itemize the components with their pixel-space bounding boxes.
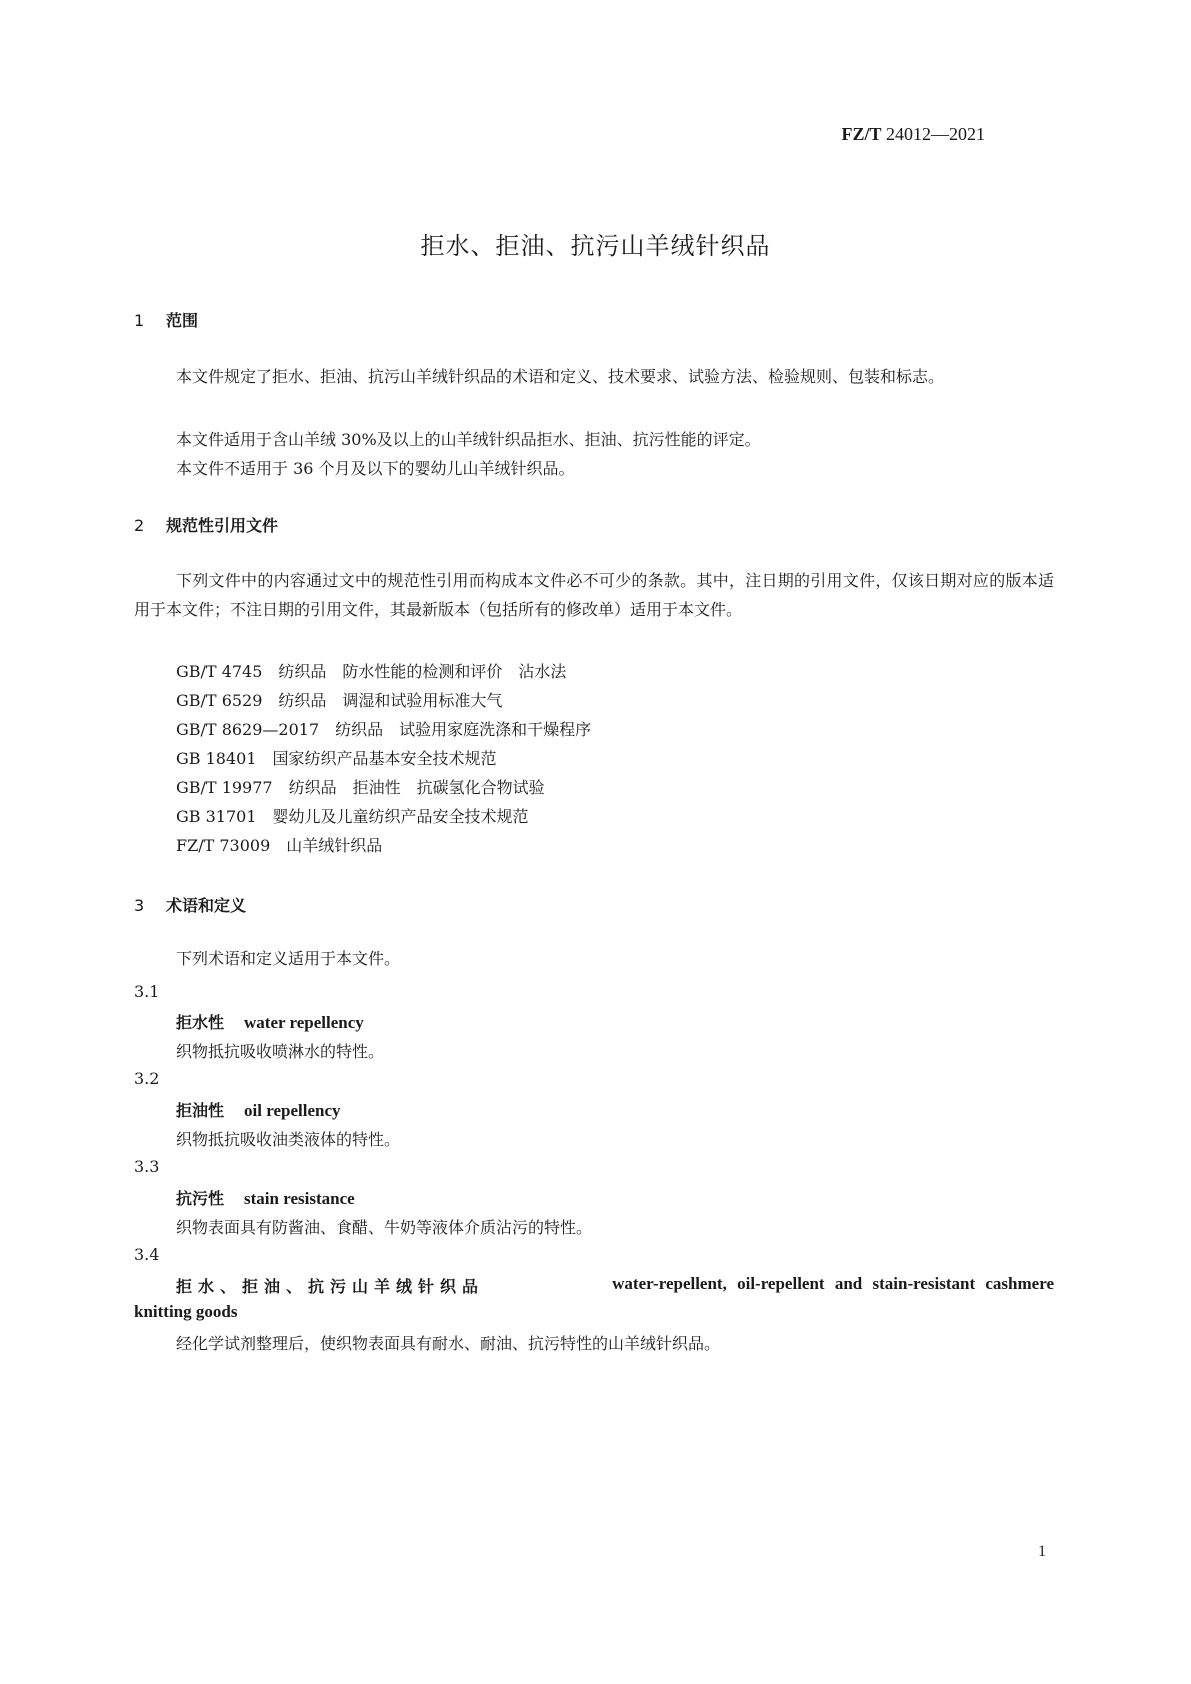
section-title: 术语和定义: [166, 896, 247, 915]
reference-item: GB 18401 国家纺织产品基本安全技术规范: [176, 749, 497, 768]
section-3-heading: [134, 893, 246, 916]
section-title: 规范性引用文件: [166, 516, 279, 535]
section-number: 3: [134, 896, 145, 915]
term-english: water repellency: [244, 1013, 364, 1032]
reference-item: GB/T 4745 纺织品 防水性能的检测和评价 沾水法: [176, 662, 567, 681]
standard-prefix: FZ/T: [841, 124, 882, 144]
term-definition: 织物抵抗吸收喷淋水的特性。: [176, 1042, 385, 1061]
page-number: 1: [1038, 1543, 1046, 1560]
term-english-continued: knitting goods: [134, 1302, 238, 1321]
term-chinese: 拒水、拒油、抗污山羊绒针织品: [176, 1277, 485, 1296]
section-3-intro: 下列术语和定义适用于本文件。: [176, 949, 401, 968]
reference-item: GB/T 6529 纺织品 调湿和试验用标准大气: [176, 691, 503, 710]
term-english: oil repellency: [244, 1101, 341, 1120]
reference-item: GB 31701 婴幼儿及儿童纺织产品安全技术规范: [176, 807, 529, 826]
term-chinese: 拒水性: [176, 1013, 225, 1032]
standard-number: 24012—2021: [886, 124, 985, 144]
term-chinese: 抗污性: [176, 1189, 225, 1208]
section-1-paragraph-2: 本文件适用于含山羊绒 30%及以上的山羊绒针织品拒水、拒油、抗污性能的评定。: [176, 430, 761, 449]
term-chinese: 拒油性: [176, 1101, 225, 1120]
standard-code: [841, 124, 985, 145]
section-2-intro: 下列文件中的内容通过文中的规范性引用而构成本文件必不可少的条款。其中，注日期的引用文件，仅该日期对应的版本适用于本文件；不注日期的引用文件，其最新版本（包括所有的修改单）适用于本文件。: [134, 571, 1054, 619]
term-number: 3.3: [134, 1157, 160, 1176]
term-number: 3.4: [134, 1245, 160, 1264]
document-title: 拒水、拒油、抗污山羊绒针织品: [420, 232, 771, 260]
reference-item: FZ/T 73009 山羊绒针织品: [176, 836, 383, 855]
term-english: stain resistance: [244, 1189, 355, 1208]
term-definition: 织物抵抗吸收油类液体的特性。: [176, 1130, 401, 1149]
section-number: 1: [134, 311, 145, 330]
section-title: 范围: [166, 311, 199, 330]
section-1-paragraph-3: 本文件不适用于 36 个月及以下的婴幼儿山羊绒针织品。: [176, 459, 575, 478]
term-english: water-repellent, oil-repellent and stain-resistant cashmere: [612, 1274, 1054, 1293]
term-heading: [176, 1098, 341, 1121]
term-heading: [176, 1274, 1054, 1297]
term-heading: [176, 1010, 364, 1033]
section-1-paragraph-1: 本文件规定了拒水、拒油、抗污山羊绒针织品的术语和定义、技术要求、试验方法、检验规则、包装和标志。: [176, 367, 945, 386]
term-number: 3.1: [134, 982, 160, 1001]
section-1-heading: [134, 308, 198, 331]
section-number: 2: [134, 516, 145, 535]
term-definition: 经化学试剂整理后，使织物表面具有耐水、耐油、抗污特性的山羊绒针织品。: [176, 1334, 721, 1353]
term-heading: [176, 1186, 355, 1209]
term-number: 3.2: [134, 1069, 160, 1088]
reference-item: GB/T 8629—2017 纺织品 试验用家庭洗涤和干燥程序: [176, 720, 592, 739]
reference-item: GB/T 19977 纺织品 拒油性 抗碳氢化合物试验: [176, 778, 545, 797]
section-2-heading: [134, 513, 278, 536]
term-definition: 织物表面具有防酱油、食醋、牛奶等液体介质沾污的特性。: [176, 1218, 593, 1237]
